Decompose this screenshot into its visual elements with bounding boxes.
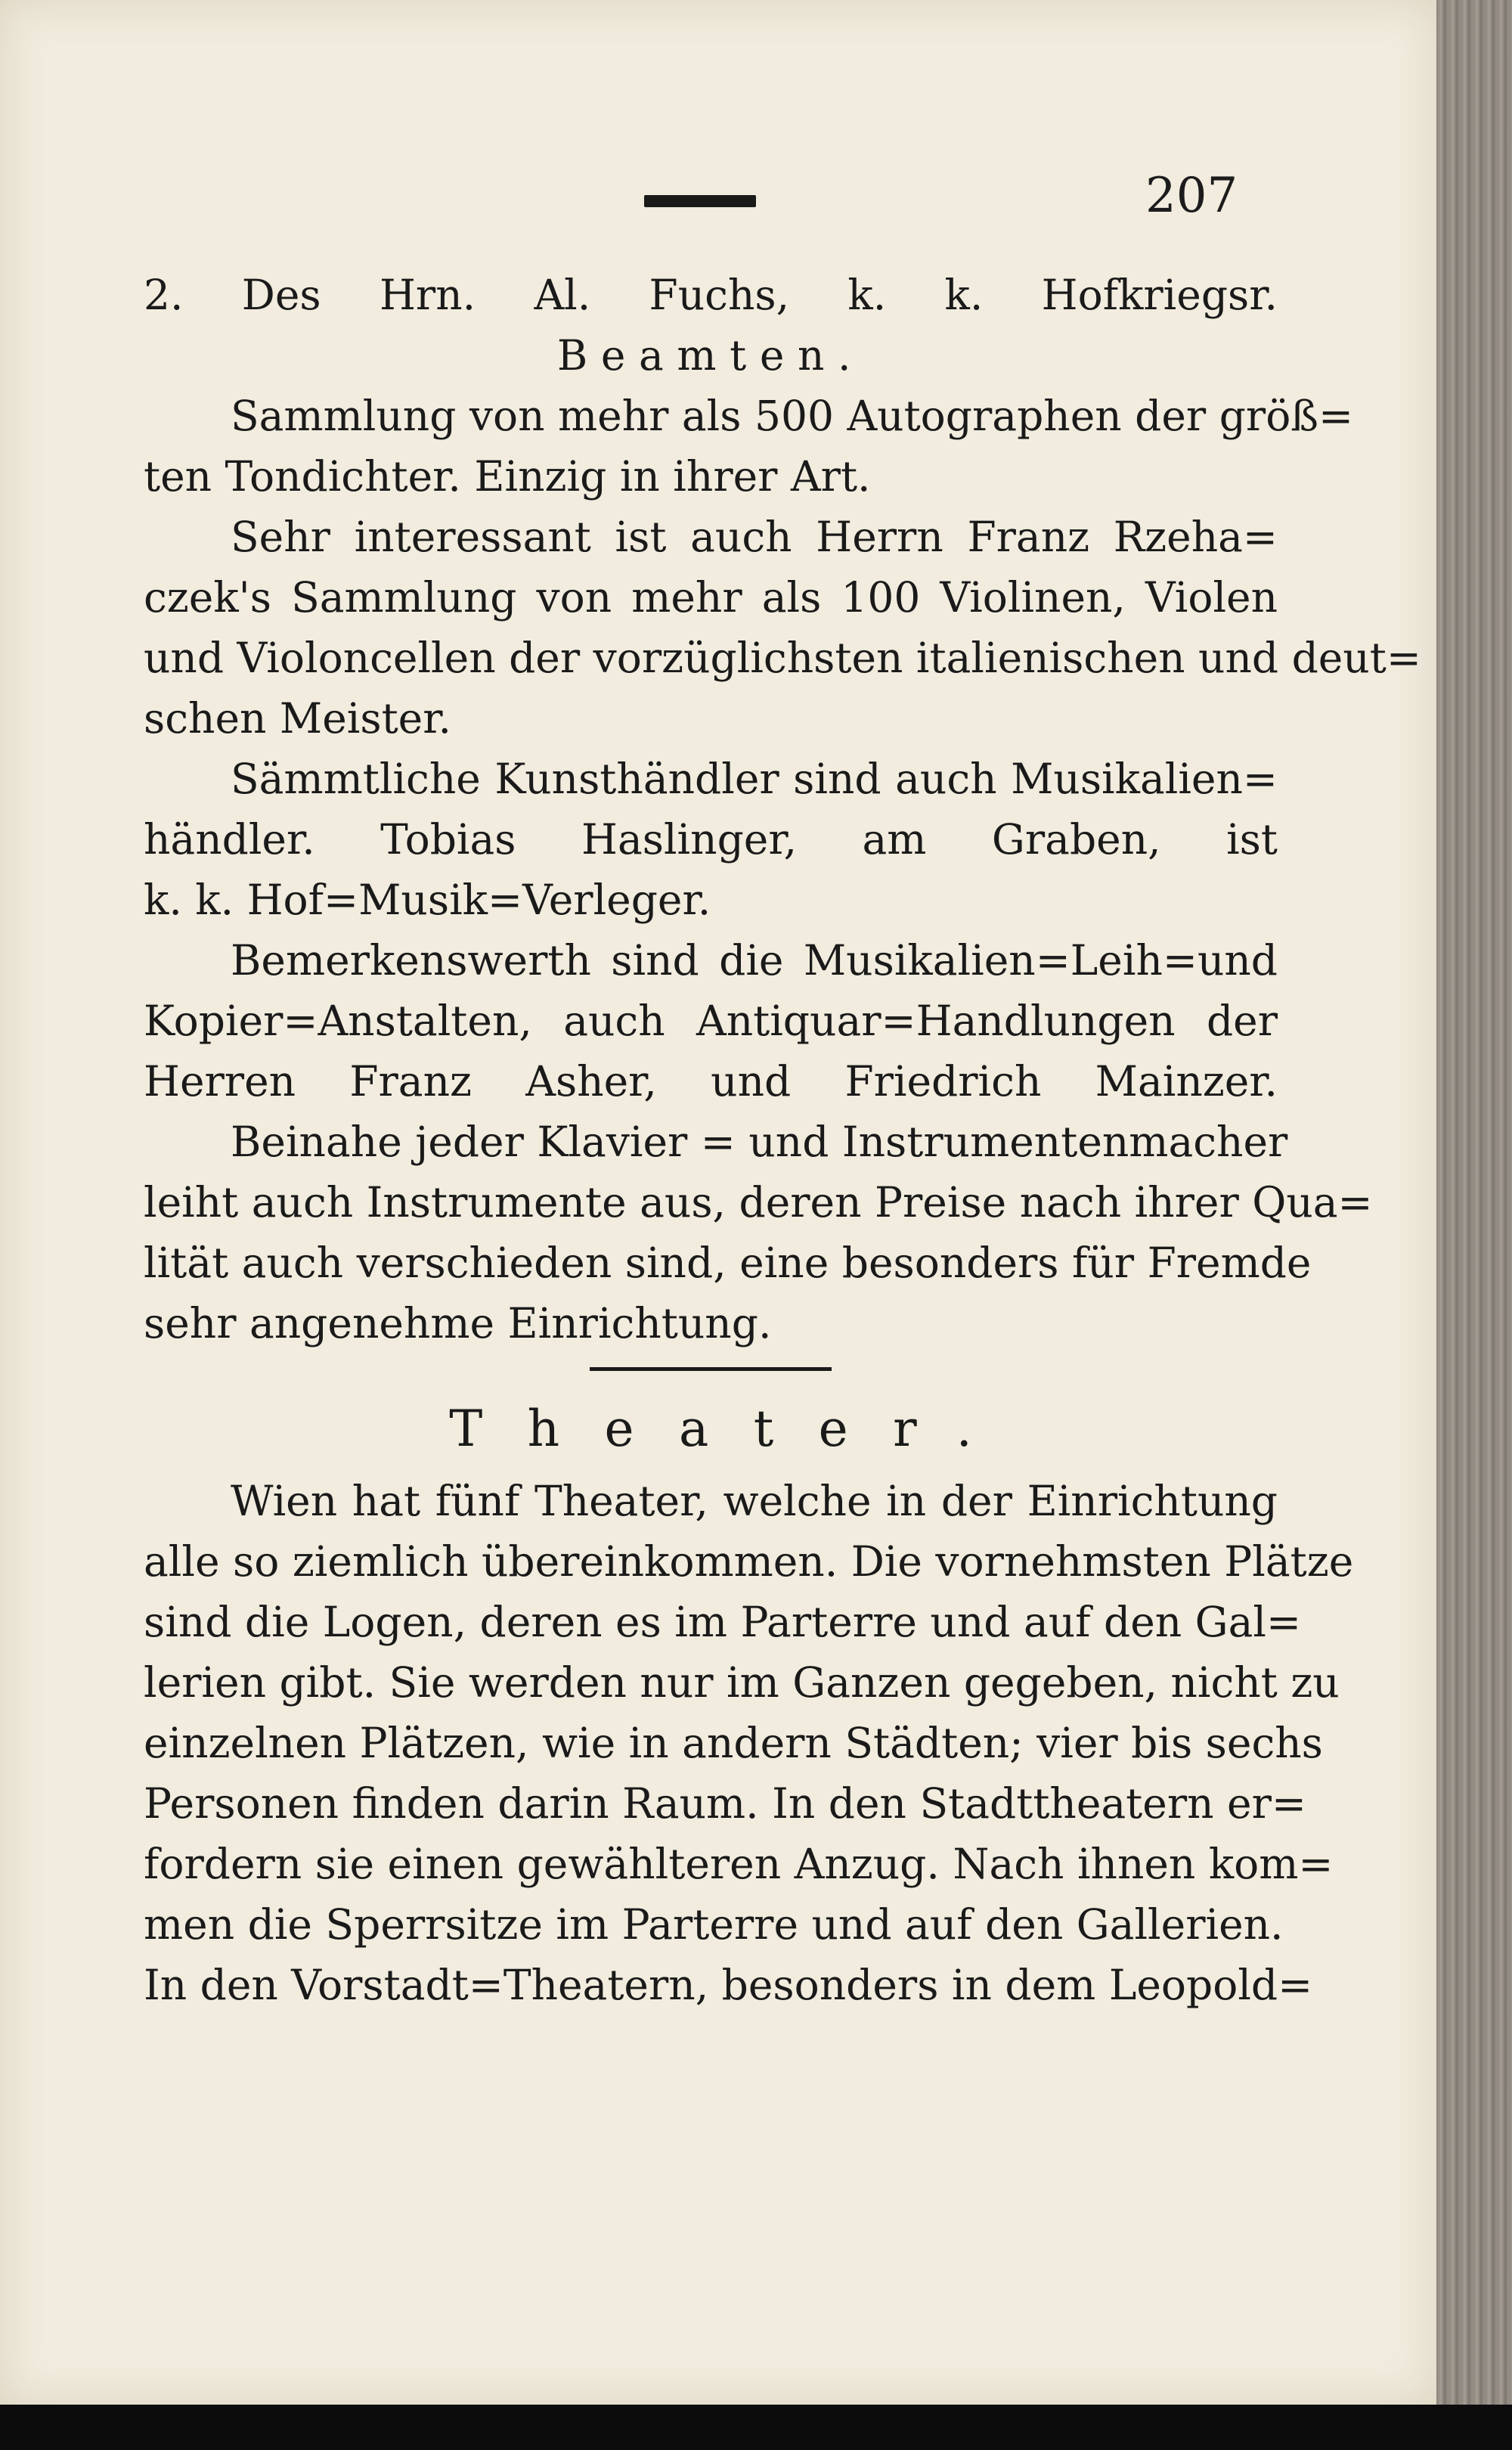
text-line: Sämmtliche Kunsthändler sind auch Musikalien= — [231, 755, 1278, 803]
text-line: czek's Sammlung von mehr als 100 Violinen, Violen — [144, 573, 1278, 622]
page-text — [144, 265, 1421, 2015]
text-line: leiht auch Instrumente aus, deren Preise nach ihrer Qua= — [144, 1178, 1373, 1227]
text-line: einzelnen Plätzen, wie in andern Städten; vier bis sechs — [144, 1719, 1323, 1767]
text-line: und Violoncellen der vorzüglichsten italienischen und deut= — [144, 634, 1421, 682]
text-line: Wien hat fünf Theater, welche in der Einrichtung — [231, 1477, 1278, 1525]
text-line: sind die Logen, deren es im Parterre und auf den Gal= — [144, 1598, 1302, 1646]
entry-heading-line-1: 2. Des Hrn. Al. Fuchs, k. k. Hofkriegsr. — [144, 271, 1278, 319]
section-heading: Theater. — [449, 1400, 1018, 1458]
page-number: 207 — [1145, 168, 1238, 224]
text-line: händler. Tobias Haslinger, am Graben, ist — [144, 815, 1278, 864]
text-line: schen Meister. — [144, 694, 451, 743]
text-line: Herren Franz Asher, und Friedrich Mainzer. — [144, 1057, 1278, 1106]
text-line: Personen finden darin Raum. In den Stadttheatern er= — [144, 1779, 1306, 1828]
text-line: Bemerkenswerth sind die Musikalien=Leih=und — [231, 936, 1278, 985]
text-line: sehr angenehme Einrichtung. — [144, 1299, 772, 1348]
text-line: men die Sperrsitze im Parterre und auf den Gallerien. — [144, 1900, 1284, 1949]
text-line: In den Vorstadt=Theatern, besonders in dem Leopold= — [144, 1961, 1313, 2009]
header-rule — [644, 195, 756, 207]
text-line: Kopier=Anstalten, auch Antiquar=Handlungen der — [144, 997, 1278, 1045]
text-line: alle so ziemlich übereinkommen. Die vornehmsten Plätze — [144, 1537, 1354, 1586]
book-page-edge — [1436, 0, 1512, 2405]
text-line: Beinahe jeder Klavier = und Instrumentenmacher — [231, 1118, 1288, 1166]
text-line: fordern sie einen gewählteren Anzug. Nach ihnen kom= — [144, 1840, 1334, 1888]
text-line: lerien gibt. Sie werden nur im Ganzen gegeben, nicht zu — [144, 1658, 1340, 1707]
text-line: Sehr interessant ist auch Herrn Franz Rzeha= — [231, 513, 1278, 561]
scan-background — [0, 2405, 1512, 2450]
section-divider — [590, 1367, 832, 1371]
text-line: k. k. Hof=Musik=Verleger. — [144, 876, 711, 924]
entry-heading-line-2: Beamten. — [556, 331, 865, 380]
text-line: ten Tondichter. Einzig in ihrer Art. — [144, 452, 871, 501]
text-line: lität auch verschieden sind, eine besonders für Fremde — [144, 1239, 1312, 1287]
text-line: Sammlung von mehr als 500 Autographen der größ= — [231, 392, 1354, 440]
